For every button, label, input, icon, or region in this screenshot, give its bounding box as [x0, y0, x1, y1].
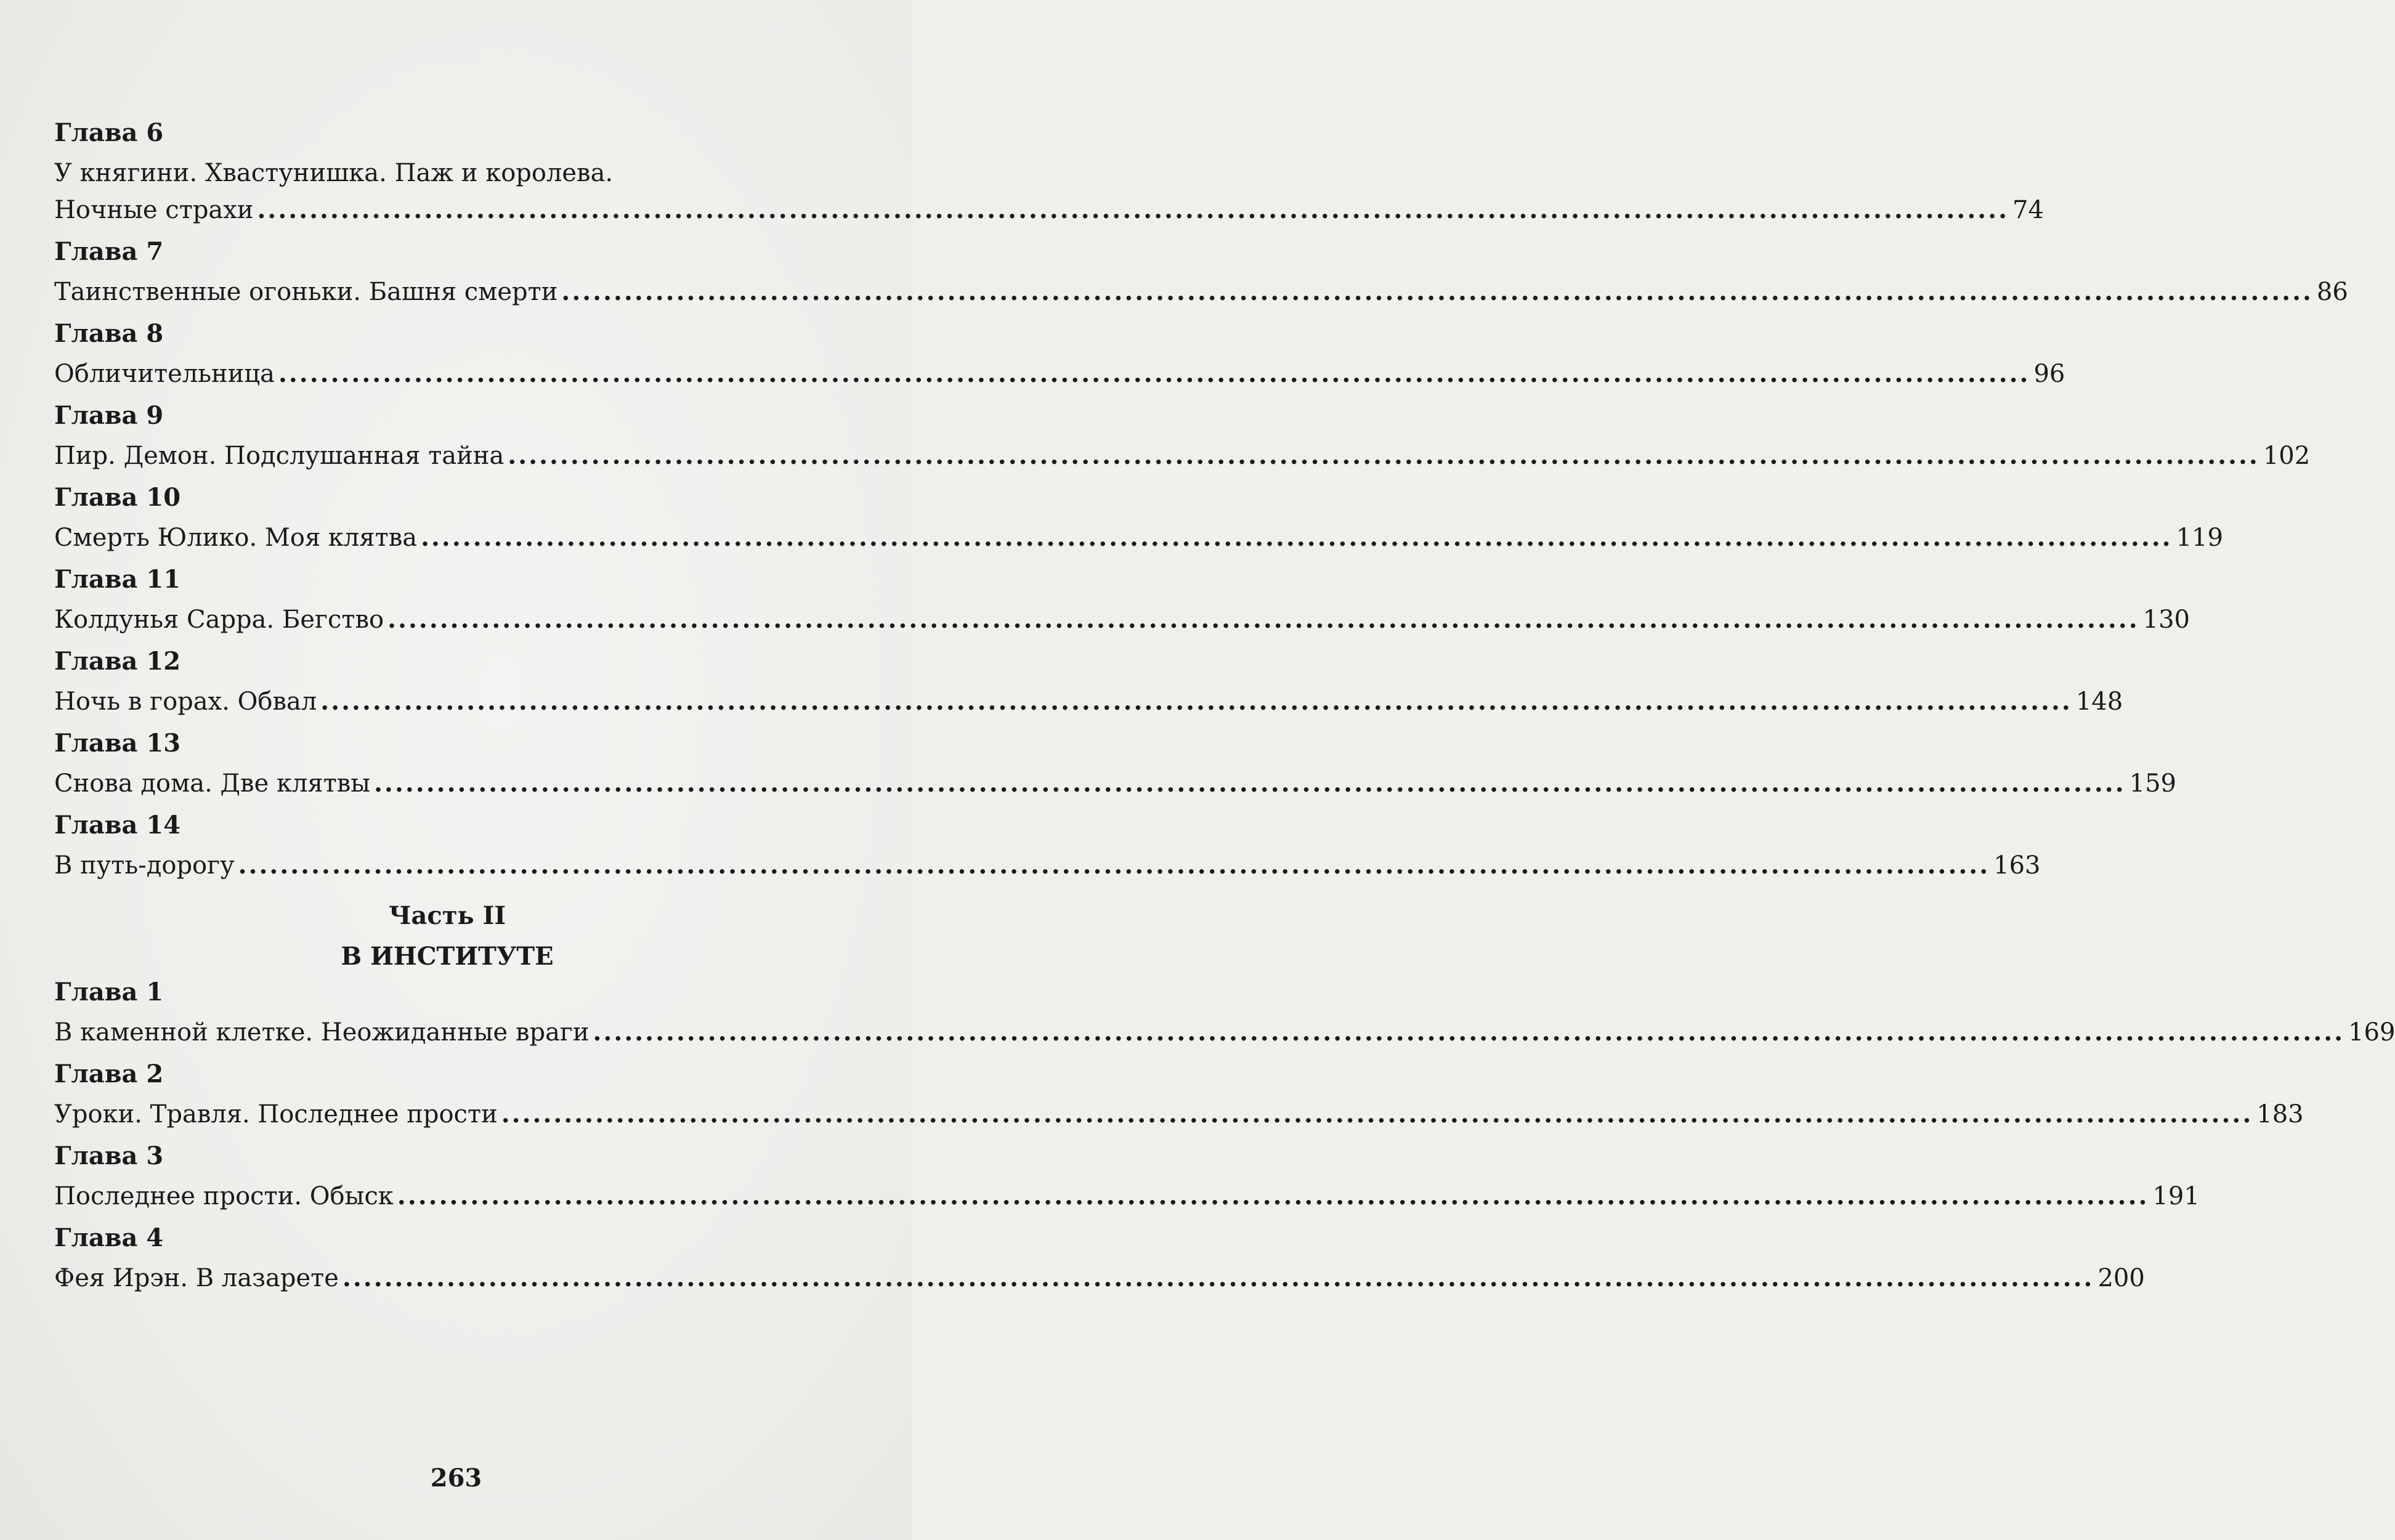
leader-dots: ........................................................................................................................................................................ — [374, 769, 2126, 798]
toc-part2-chapter-4 — [54, 1223, 2145, 1292]
chapter-heading: Глава 14 — [54, 811, 181, 840]
page-number: 200 — [2097, 1264, 2145, 1292]
toc-chapter-9 — [54, 401, 2311, 470]
chapter-heading: Глава 6 — [54, 118, 164, 147]
leader-dots: ........................................................................................................................................................................ — [278, 359, 2030, 388]
chapter-title: Уроки. Травля. Последнее прости — [54, 1100, 498, 1129]
leader-dots: ........................................................................................................................................................................ — [238, 851, 1990, 880]
part-title: В ИНСТИТУТЕ — [341, 942, 554, 971]
chapter-title: Фея Ирэн. В лазарете — [54, 1264, 339, 1292]
page-footer-number: 263 — [430, 1464, 482, 1493]
chapter-title: Последнее прости. Обыск — [54, 1182, 394, 1210]
toc-entry — [54, 441, 2311, 470]
chapter-title: Смерть Юлико. Моя клятва — [54, 524, 418, 552]
part-heading — [54, 901, 840, 971]
toc-entry-multiline — [54, 159, 2044, 224]
toc-entry — [54, 769, 2176, 798]
chapter-heading: Глава 8 — [54, 319, 164, 348]
chapter-title: Таинственные огоньки. Башня смерти — [54, 278, 558, 306]
toc-part2-chapter-3 — [54, 1141, 2200, 1210]
toc-chapter-6 — [54, 118, 2044, 224]
toc-entry — [54, 195, 2044, 224]
page-number: 130 — [2142, 606, 2190, 634]
chapter-heading: Глава 2 — [54, 1060, 164, 1088]
toc-chapter-7 — [54, 237, 2348, 306]
chapter-title: Снова дома. Две клятвы — [54, 769, 371, 798]
chapter-heading: Глава 7 — [54, 237, 164, 266]
toc-entry — [54, 1018, 2395, 1047]
leader-dots: ........................................................................................................................................................................ — [508, 441, 2259, 470]
leader-dots: ........................................................................................................................................................................ — [561, 277, 2313, 306]
toc-entry — [54, 359, 2065, 388]
leader-dots: ........................................................................................................................................................................ — [387, 605, 2139, 634]
page-number: 159 — [2129, 769, 2176, 798]
leader-dots: ........................................................................................................................................................................ — [421, 523, 2173, 552]
toc-part2-chapter-1 — [54, 978, 2395, 1047]
toc-chapter-12 — [54, 647, 2123, 716]
chapter-heading: Глава 9 — [54, 401, 164, 430]
leader-dots: ........................................................................................................................................................................ — [320, 687, 2072, 716]
toc-chapter-14 — [54, 811, 2041, 880]
chapter-title: Пир. Демон. Подслушанная тайна — [54, 442, 505, 470]
chapter-heading: Глава 4 — [54, 1223, 164, 1252]
chapter-title-line: У княгини. Хвастунишка. Паж и королева. — [54, 159, 614, 187]
page-number: 183 — [2256, 1100, 2304, 1129]
toc-chapter-8 — [54, 319, 2065, 388]
chapter-title: Ночь в горах. Обвал — [54, 687, 317, 716]
chapter-title: В каменной клетке. Неожиданные враги — [54, 1018, 590, 1047]
toc-entry — [54, 851, 2041, 880]
page-number: 74 — [2012, 196, 2044, 224]
toc-entry — [54, 277, 2348, 306]
chapter-heading: Глава 11 — [54, 565, 181, 594]
toc-part2-chapter-2 — [54, 1060, 2304, 1129]
leader-dots: ........................................................................................................................................................................ — [593, 1018, 2345, 1047]
toc-chapter-13 — [54, 729, 2176, 798]
leader-dots: ........................................................................................................................................................................ — [397, 1181, 2149, 1210]
chapter-title: Обличительница — [54, 360, 275, 388]
page-number: 148 — [2075, 687, 2123, 716]
page-number: 163 — [1993, 851, 2041, 880]
chapter-heading: Глава 12 — [54, 647, 181, 676]
page-number: 119 — [2176, 524, 2223, 552]
chapter-title: В путь-дорогу — [54, 851, 235, 880]
page-number: 96 — [2033, 360, 2065, 388]
page-number: 102 — [2263, 442, 2311, 470]
toc-entry — [54, 1263, 2145, 1292]
toc-entry — [54, 1181, 2200, 1210]
toc-chapter-10 — [54, 483, 2223, 552]
toc-entry — [54, 687, 2123, 716]
page-number: 86 — [2316, 278, 2348, 306]
page-number: 169 — [2348, 1018, 2395, 1047]
toc-entry — [54, 605, 2190, 634]
chapter-heading: Глава 3 — [54, 1141, 164, 1170]
leader-dots: ........................................................................................................................................................................ — [257, 195, 2009, 224]
leader-dots: ........................................................................................................................................................................ — [342, 1263, 2094, 1292]
leader-dots: ........................................................................................................................................................................ — [501, 1100, 2253, 1129]
chapter-heading: Глава 13 — [54, 729, 181, 758]
chapter-heading: Глава 10 — [54, 483, 181, 512]
page-number: 191 — [2152, 1182, 2200, 1210]
table-of-contents — [54, 118, 2395, 1308]
chapter-heading: Глава 1 — [54, 978, 164, 1007]
toc-entry — [54, 523, 2223, 552]
chapter-title: Колдунья Сарра. Бегство — [54, 606, 384, 634]
toc-entry — [54, 1100, 2304, 1129]
part-label: Часть II — [388, 901, 506, 930]
chapter-title: Ночные страхи — [54, 196, 254, 224]
toc-chapter-11 — [54, 565, 2190, 634]
